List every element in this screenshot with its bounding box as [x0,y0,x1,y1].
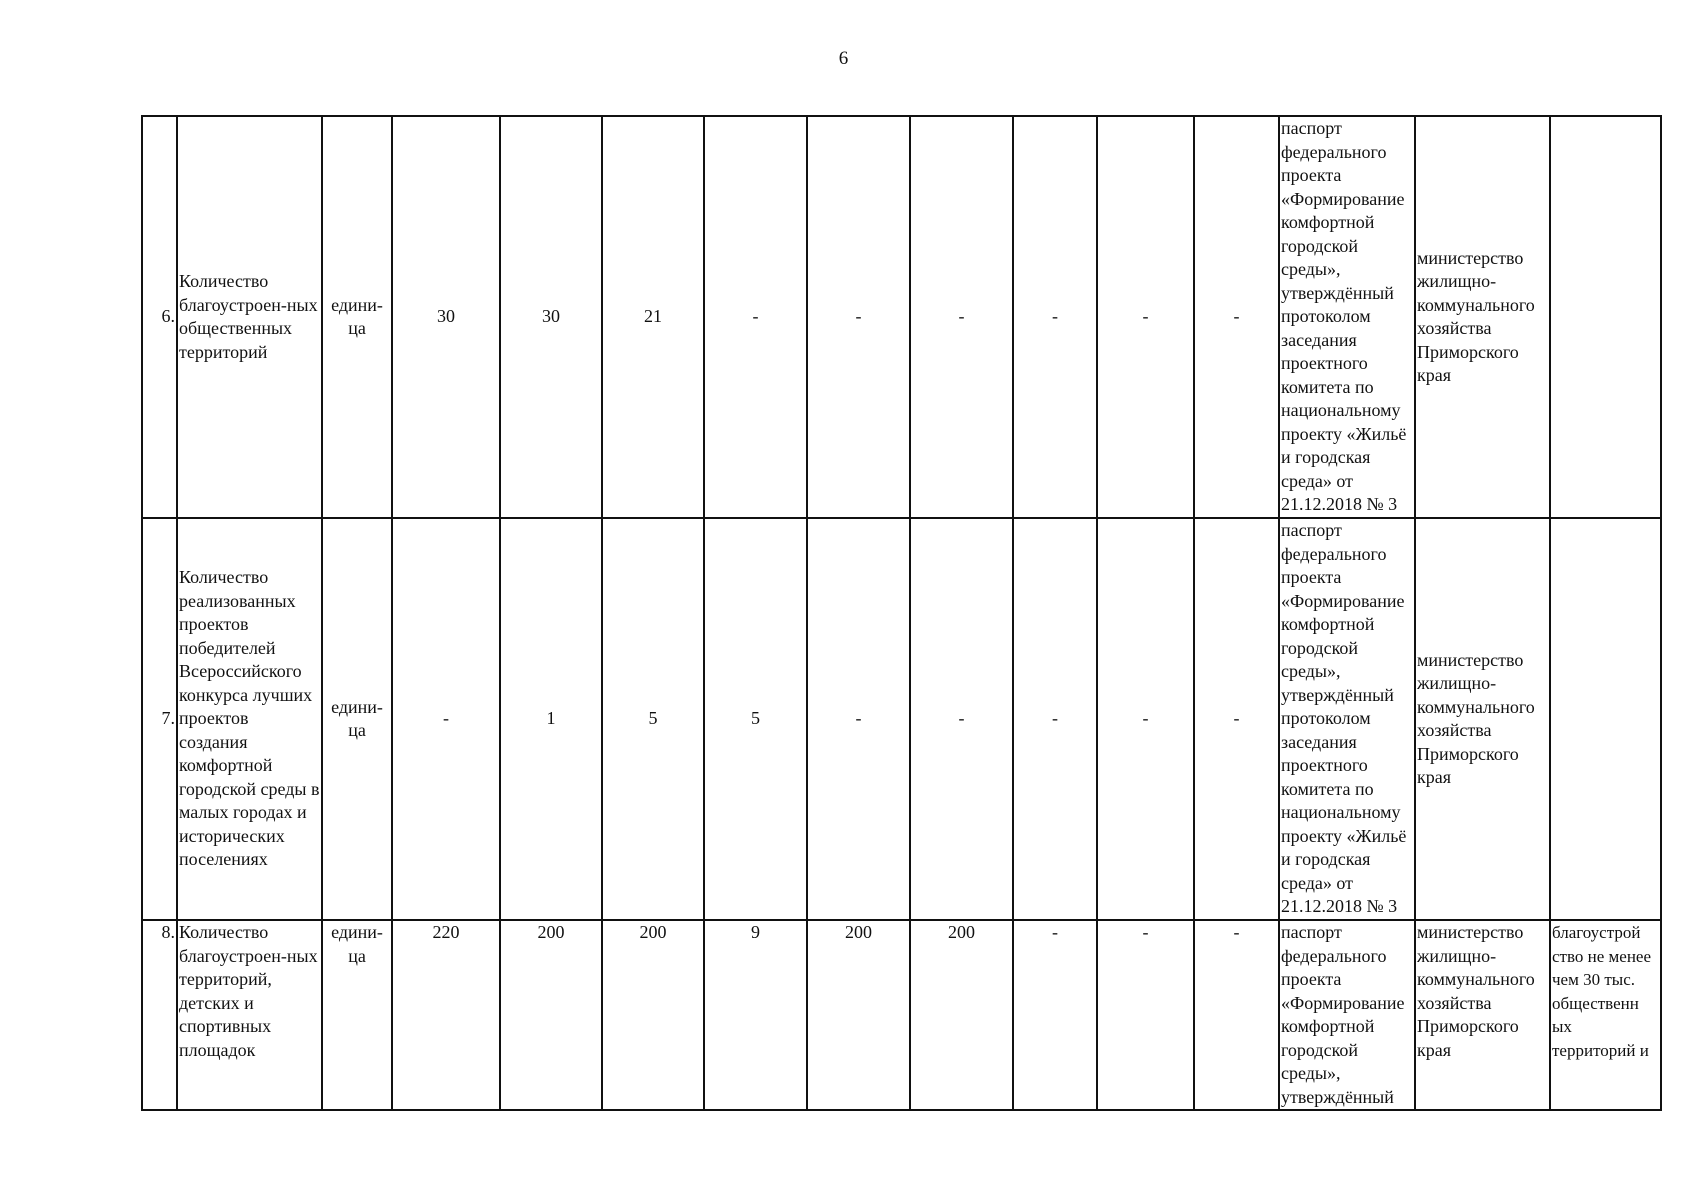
table-row [142,518,1661,920]
indicator-name: Количество реализованных проектов победителей Всероссийского конкурса лучших проектов создания комфортной городской среды в малых городах и исторических поселениях [177,518,322,920]
unit-cell: едини-ца [322,920,392,1110]
row-number: 7. [142,518,177,920]
source-document: паспорт федерального проекта «Формирование комфортной городской среды», утверждённый протоколом заседания проектного комитета по национальному проекту «Жильё и городская среда» от 21.12.2018 № 3 [1279,116,1415,518]
indicator-name: Количество благоустроен-ных общественных территорий [177,116,322,518]
row-number: 6. [142,116,177,518]
value-cell: 5 [704,518,807,920]
value-cell: - [1194,518,1279,920]
table-row [142,920,1661,1110]
value-cell: - [1194,920,1279,1110]
responsible-body: министерство жилищно-коммунального хозяйства Приморского края [1415,920,1550,1110]
value-cell: 21 [602,116,704,518]
value-cell: 1 [500,518,602,920]
value-cell: - [704,116,807,518]
unit-cell: едини-ца [322,116,392,518]
value-cell: - [910,518,1013,920]
value-cell: - [392,518,500,920]
responsible-body: министерство жилищно-коммунального хозяйства Приморского края [1415,116,1550,518]
row-number: 8. [142,920,177,1110]
value-cell: - [807,518,910,920]
source-document: паспорт федерального проекта «Формирование комфортной городской среды», утверждённый [1279,920,1415,1110]
value-cell: - [910,116,1013,518]
value-cell: - [1194,116,1279,518]
table-row [142,116,1661,518]
value-cell: 200 [807,920,910,1110]
source-document: паспорт федерального проекта «Формирование комфортной городской среды», утверждённый протоколом заседания проектного комитета по национальному проекту «Жильё и городская среда» от 21.12.2018 № 3 [1279,518,1415,920]
note-cell: благоустрой ство не менее чем 30 тыс. общественн ых территорий и [1550,920,1661,1110]
indicator-name: Количество благоустроен-ных территорий, детских и спортивных площадок [177,920,322,1110]
value-cell: 5 [602,518,704,920]
page-number: 6 [838,48,849,69]
value-cell: - [1013,518,1097,920]
value-cell: 30 [392,116,500,518]
value-cell: 220 [392,920,500,1110]
value-cell: - [1097,920,1194,1110]
value-cell: 200 [500,920,602,1110]
indicators-table [141,115,1662,1111]
unit-cell: едини-ца [322,518,392,920]
value-cell: - [1097,518,1194,920]
value-cell: - [1013,116,1097,518]
note-cell [1550,116,1661,518]
value-cell: 200 [602,920,704,1110]
value-cell: - [1097,116,1194,518]
responsible-body: министерство жилищно-коммунального хозяйства Приморского края [1415,518,1550,920]
value-cell: - [1013,920,1097,1110]
value-cell: 9 [704,920,807,1110]
note-cell [1550,518,1661,920]
value-cell: 200 [910,920,1013,1110]
value-cell: 30 [500,116,602,518]
value-cell: - [807,116,910,518]
